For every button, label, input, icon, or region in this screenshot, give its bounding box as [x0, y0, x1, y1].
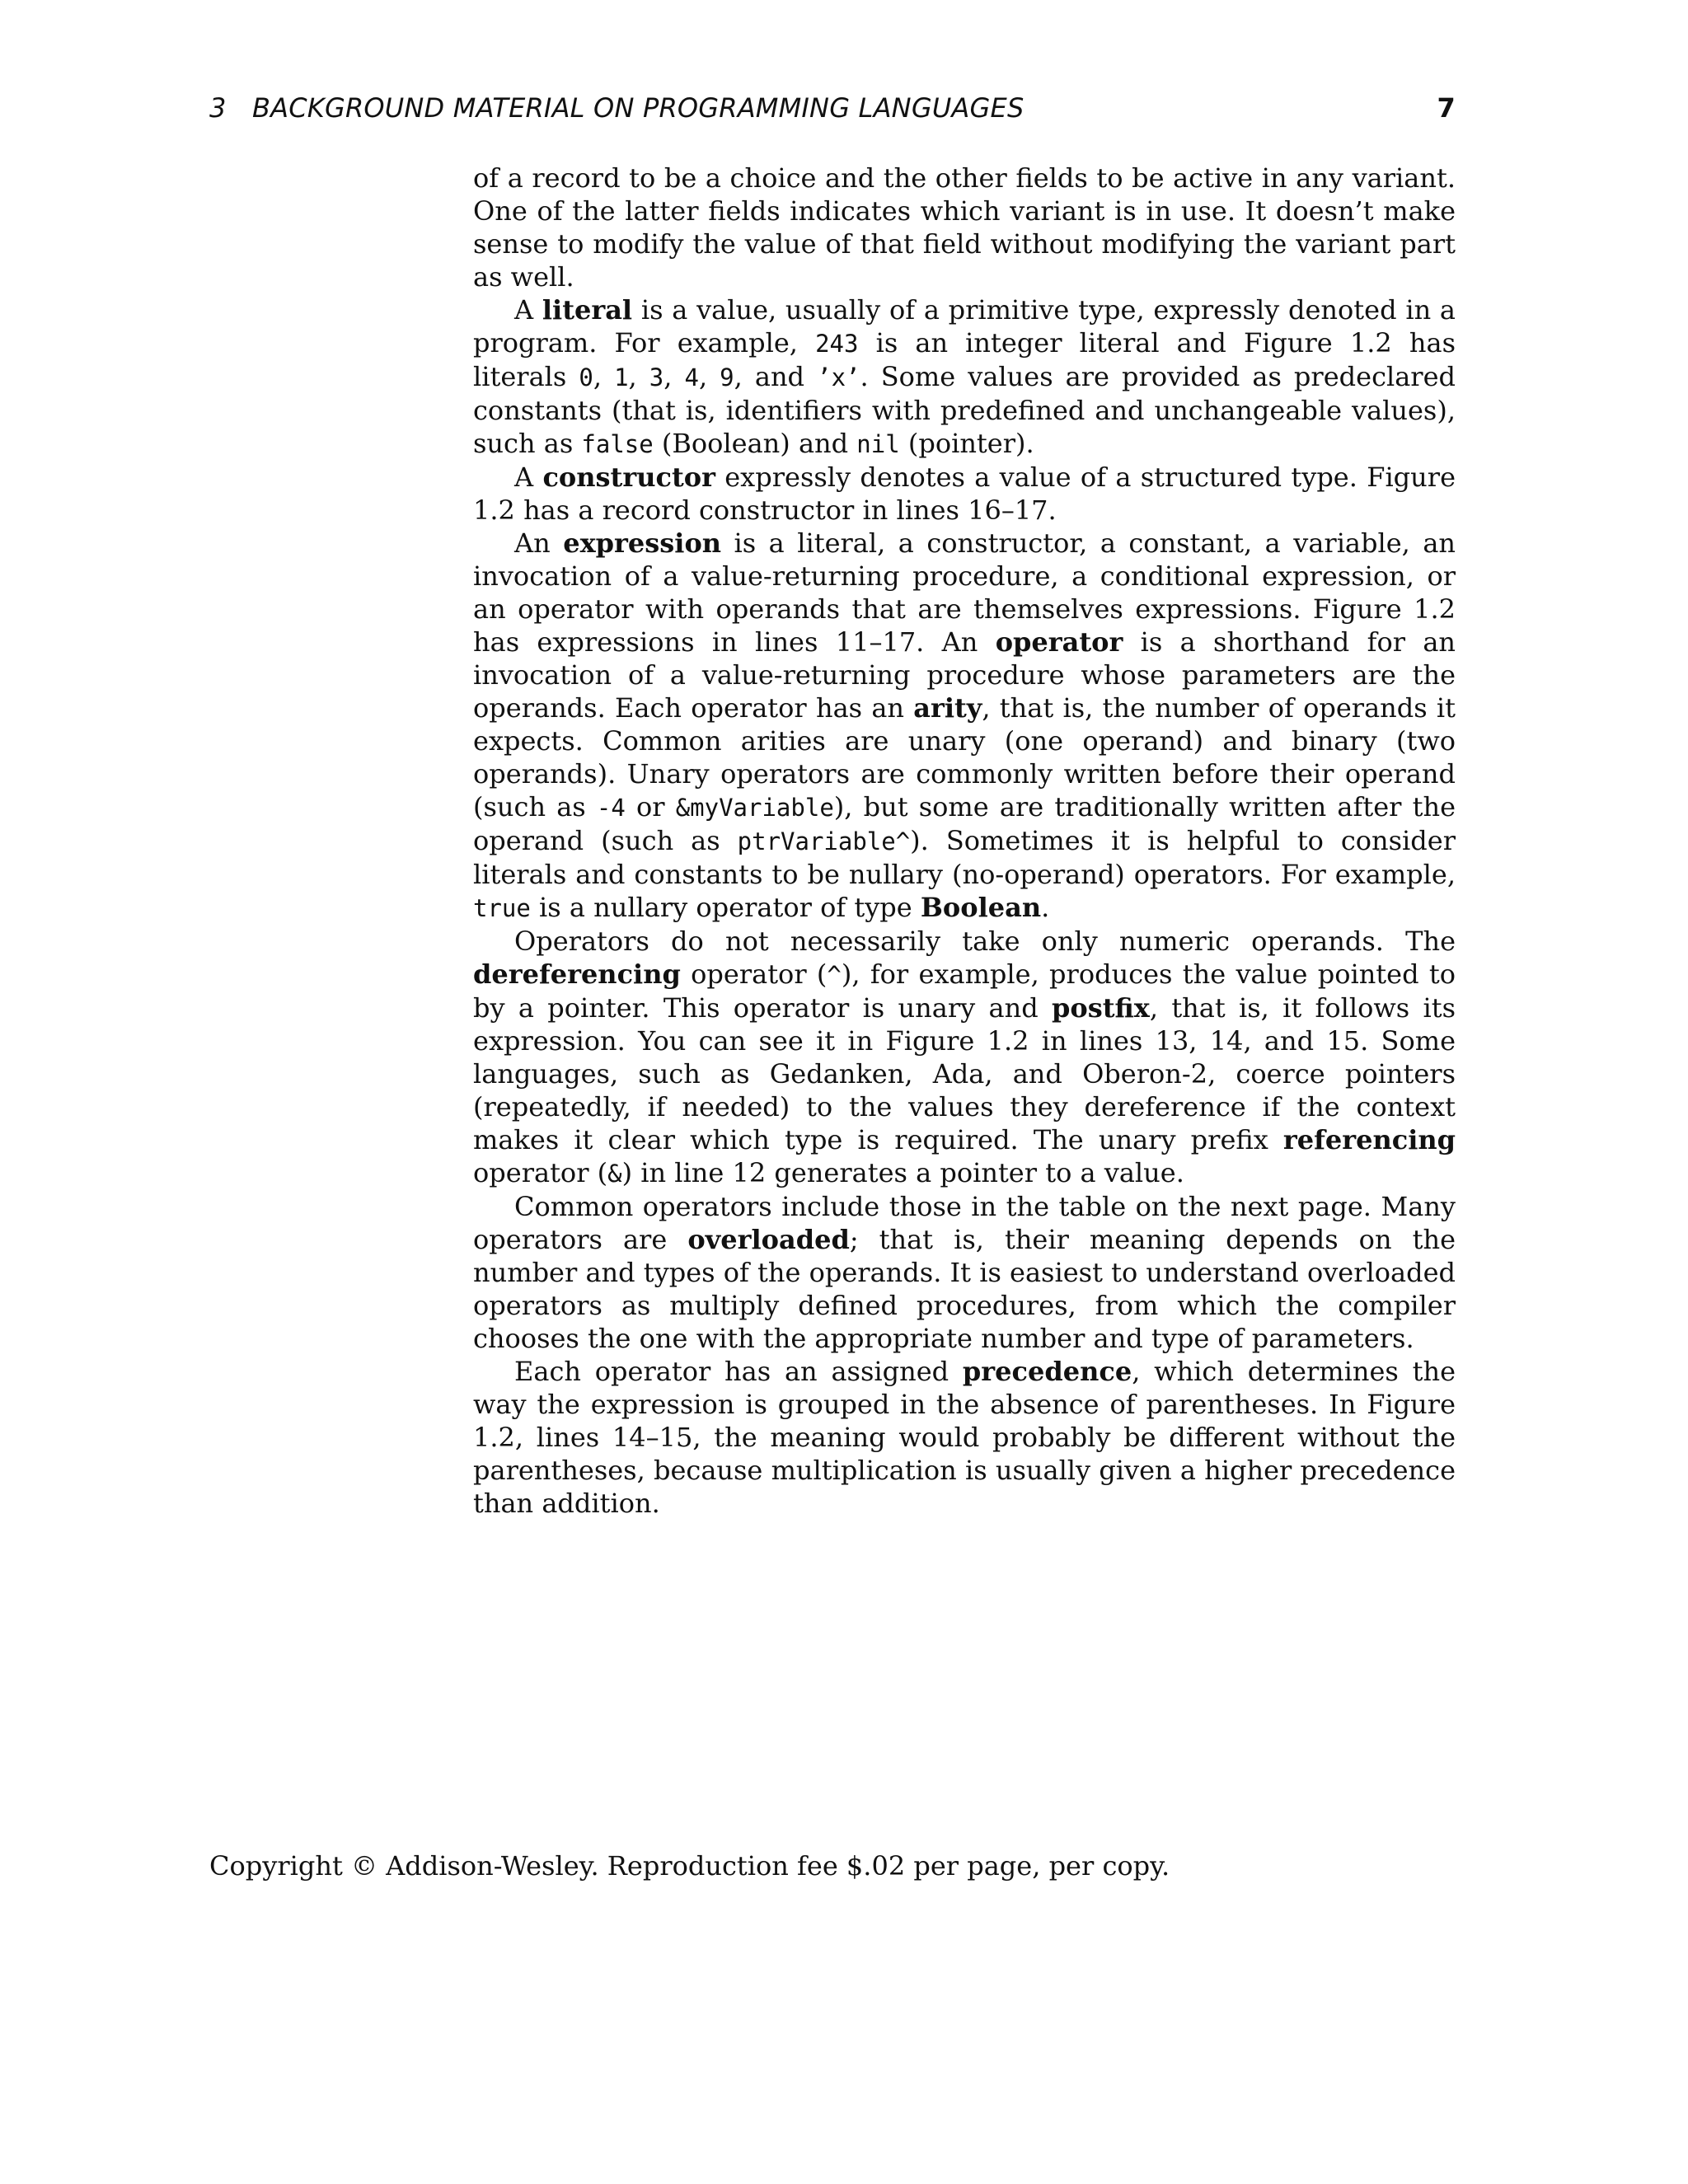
text-run: ,	[593, 361, 615, 392]
defined-term: operator	[995, 626, 1123, 658]
text-run: ; that is, their meaning depends on the number and types of the operands. It is easiest to understand overloaded operators as multiply defined procedures, from which the compiler chooses the one with the appropriate number and type of parameters.	[473, 1224, 1456, 1354]
text-run: , which determines the way the expression is grouped in the absence of parentheses. In Figure 1.2, lines 14–15, the meaning would probably be different without the parentheses, because multiplication is usually given a higher precedence than addition.	[473, 1356, 1456, 1519]
body-text	[473, 162, 1456, 1520]
text-run: is a shorthand for an invocation of a value-returning procedure whose parameters are the operands. Each operator has an	[473, 626, 1456, 724]
text-run: Common operators include those in the table on the next page. Many operators are	[473, 1191, 1456, 1255]
code-fragment: 9	[720, 363, 734, 391]
paragraph	[473, 925, 1456, 1190]
code-fragment: ’x’	[817, 363, 860, 391]
text-run: is a nullary operator of type	[530, 892, 921, 923]
text-run: ), for example, produces the value pointed to by a pointer. This operator is unary and	[473, 958, 1456, 1024]
code-fragment: &	[607, 1160, 622, 1188]
code-fragment: false	[581, 430, 654, 458]
code-fragment: -4	[596, 794, 626, 822]
defined-term: literal	[542, 294, 633, 326]
text-run: operator (	[680, 958, 828, 990]
paragraph	[473, 162, 1456, 293]
text-run: is a literal, a constructor, a constant, a variable, an invocation of a value-returning procedure, a conditional expression, or an operator with operands that are themselves expressions. Figure 1.2 has expressions in lines 11–17. An	[473, 527, 1456, 658]
page-number: 7	[1437, 92, 1456, 124]
defined-term: overloaded	[687, 1224, 850, 1255]
code-fragment: true	[473, 894, 531, 922]
text-run: is a value, usually of a primitive type, expressly denoted in a program. For example,	[473, 294, 1456, 359]
defined-term: postfix	[1051, 992, 1150, 1024]
section-title: BACKGROUND MATERIAL ON PROGRAMMING LANGUAGES	[252, 92, 1025, 124]
text-run: ). Sometimes it is helpful to consider literals and constants to be nullary (no-operand) operators. For example,	[473, 825, 1456, 890]
paragraph	[473, 461, 1456, 527]
text-run: A	[514, 294, 542, 326]
text-run: or	[625, 791, 676, 823]
code-fragment: 4	[684, 363, 699, 391]
copyright-notice: Copyright © Addison-Wesley. Reproduction fee $.02 per page, per copy.	[209, 1850, 1170, 1882]
section-number: 3	[209, 92, 227, 124]
text-run: , that is, it follows its expression. You can see it in Figure 1.2 in lines 13, 14, and 15. Some languages, such as Gedanken, Ada, and Oberon-2, coerce pointers (repeatedly, if needed) to the values they dereference if the context makes it clear which type is required. The unary prefix	[473, 992, 1456, 1155]
text-run: ,	[663, 361, 685, 392]
code-fragment: 0	[579, 363, 593, 391]
text-run: expressly denotes a value of a structured type. Figure 1.2 has a record constructor in lines 16–17.	[473, 462, 1456, 526]
text-run: operator (	[473, 1157, 608, 1188]
defined-term: arity	[913, 692, 982, 724]
text-run: of a record to be a choice and the other fields to be active in any variant. One of the latter fields indicates which variant is in use. It doesn’t make sense to modify the value of that field without modifying the variant part as well.	[473, 162, 1456, 293]
text-run: .	[1041, 892, 1050, 923]
text-run: , and	[734, 361, 818, 392]
code-fragment: 243	[815, 330, 859, 358]
text-run: . Some values are provided as predeclared constants (that is, identifiers with predefined and unchangeable values), such as	[473, 361, 1456, 459]
code-fragment: nil	[856, 430, 900, 458]
text-run: ) in line 12 generates a pointer to a value.	[621, 1157, 1184, 1188]
text-run: Operators do not necessarily take only numeric operands. The	[514, 926, 1456, 957]
text-run: An	[514, 527, 564, 559]
paragraph	[473, 293, 1456, 461]
defined-term: expression	[563, 527, 722, 559]
code-fragment: ^	[827, 961, 842, 989]
running-head	[209, 92, 1456, 134]
code-fragment: 3	[649, 363, 664, 391]
defined-term: precedence	[962, 1356, 1132, 1387]
text-run: (Boolean) and	[653, 428, 857, 459]
text-run: A	[514, 462, 543, 493]
footer	[209, 1849, 1456, 1882]
text-run: (pointer).	[899, 428, 1034, 459]
code-fragment: ptrVariable^	[737, 827, 911, 855]
defined-term: constructor	[542, 462, 715, 493]
defined-term: referencing	[1282, 1124, 1456, 1155]
code-fragment: 1	[614, 363, 629, 391]
text-run: , that is, the number of operands it expects. Common arities are unary (one operand) and binary (two operands). Unary operators are commonly written before their operand (such as	[473, 692, 1456, 823]
text-run: ,	[628, 361, 649, 392]
defined-term: Boolean	[920, 892, 1042, 923]
defined-term: dereferencing	[473, 958, 681, 990]
paragraph	[473, 1190, 1456, 1355]
text-run: Each operator has an assigned	[514, 1356, 963, 1387]
paragraph	[473, 527, 1456, 925]
text-run: ), but some are traditionally written after the operand (such as	[473, 791, 1456, 856]
text-run: is an integer literal and Figure 1.2 has literals	[473, 327, 1456, 392]
text-run: ,	[698, 361, 720, 392]
code-fragment: &myVariable	[675, 794, 834, 822]
paragraph	[473, 1355, 1456, 1520]
